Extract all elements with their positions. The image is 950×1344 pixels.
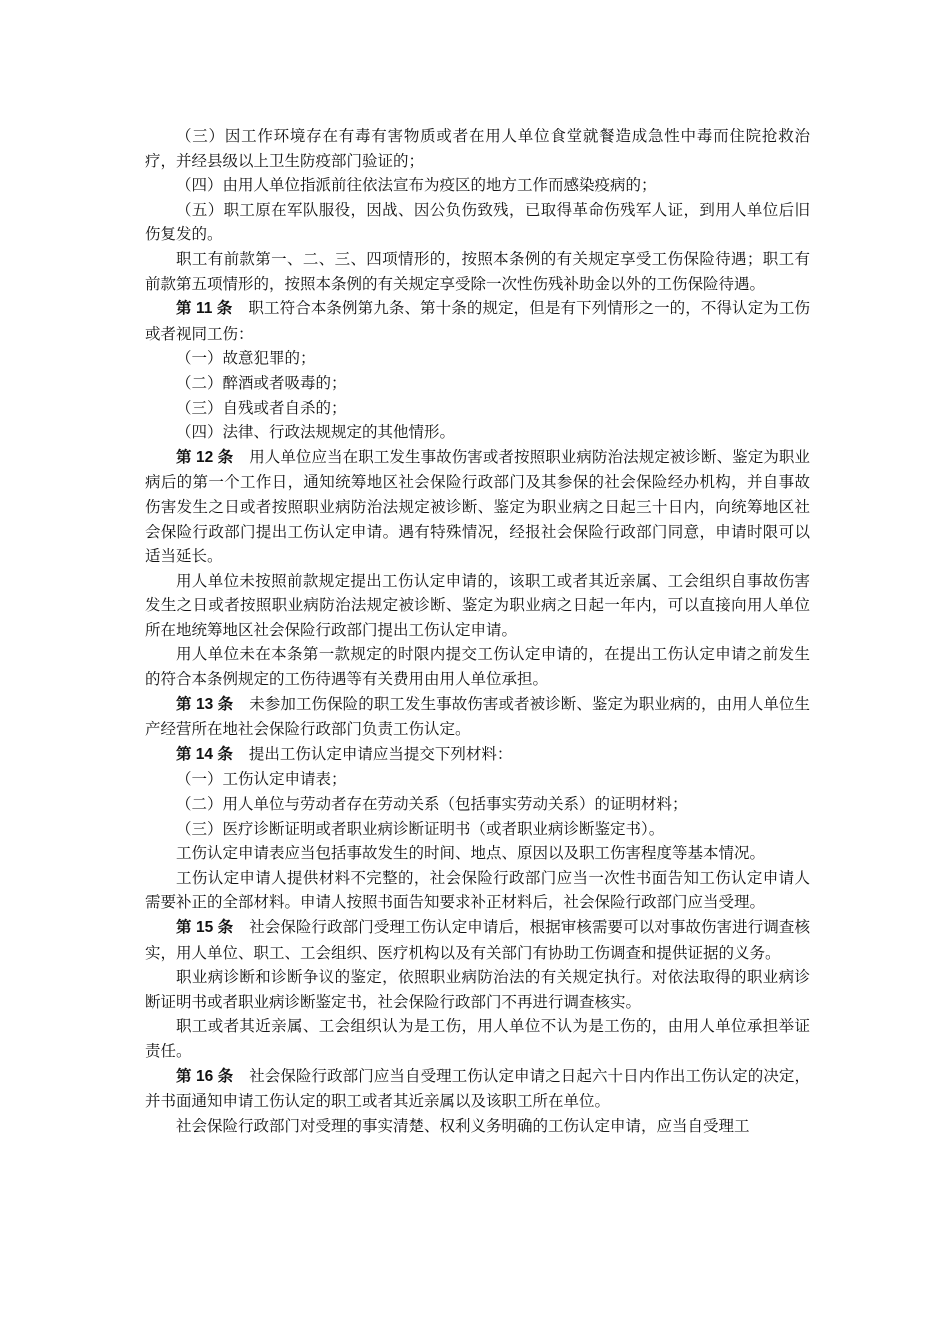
paragraph-text: 职工符合本条例第九条、第十条的规定，但是有下列情形之一的，不得认定为工伤或者视同工伤：: [145, 299, 811, 343]
paragraph: [145, 247, 810, 296]
paragraph-text: 社会保险行政部门受理工伤认定申请后，根据审核需要可以对事故伤害进行调查核实，用人单位、职工、工会组织、医疗机构以及有关部门有协助工伤调查和提供证据的义务。: [145, 918, 810, 962]
paragraph: [145, 371, 810, 396]
paragraph: [145, 420, 810, 445]
paragraph: [145, 642, 810, 691]
paragraph-text: 社会保险行政部门对受理的事实清楚、权利义务明确的工伤认定申请，应当自受理工: [176, 1116, 750, 1135]
article-paragraph: [145, 296, 810, 346]
paragraph-text: 工伤认定申请表应当包括事故发生的时间、地点、原因以及职工伤害程度等基本情况。: [176, 844, 766, 863]
paragraph-text: 职工有前款第一、二、三、四项情形的，按照本条例的有关规定享受工伤保险待遇；职工有前款第五项情形的，按照本条例的有关规定享受除一次性伤残补助金以外的工伤保险待遇。: [145, 249, 810, 293]
paragraph-text: （三）因工作环境存在有毒有害物质或者在用人单位食堂就餐造成急性中毒而住院抢救治疗，并经县级以上卫生防疫部门验证的；: [145, 127, 810, 170]
paragraph-text: （三）自残或者自杀的；: [176, 398, 347, 417]
paragraph-text: （一）工伤认定申请表；: [176, 770, 347, 789]
document-page: [145, 124, 810, 1138]
article-number: 第 13 条: [176, 695, 234, 713]
article-number: 第 16 条: [176, 1067, 234, 1085]
paragraph-text: 用人单位未在本条第一款规定的时限内提交工伤认定申请的，在提出工伤认定申请之前发生的符合本条例规定的工伤待遇等有关费用由用人单位承担。: [145, 645, 810, 689]
paragraph-text: 职业病诊断和诊断争议的鉴定，依照职业病防治法的有关规定执行。对依法取得的职业病诊断证明书或者职业病诊断鉴定书，社会保险行政部门不再进行调查核实。: [145, 968, 810, 1011]
paragraph: [145, 396, 810, 421]
paragraph: [145, 866, 810, 915]
paragraph: [145, 841, 810, 866]
article-number: 第 15 条: [176, 919, 234, 936]
article-paragraph: [145, 742, 810, 768]
paragraph-text: 用人单位应当在职工发生事故伤害或者按照职业病防治法规定被诊断、鉴定为职业病后的第一个工作日，通知统筹地区社会保险行政部门及其参保的社会保险经办机构，并自事故伤害发生之日或者按照职业病防治法规定被诊断、鉴定为职业病之日起三十日内，向统筹地区社会保险行政部门提出工伤认定申请。遇有特殊情况，经报社会保险行政部门同意，申请时限可以适当延长。: [145, 447, 810, 566]
paragraph-text: （四）由用人单位指派前往依法宣布为疫区的地方工作而感染疫病的；: [176, 176, 657, 195]
paragraph: [145, 346, 810, 371]
paragraph: [145, 792, 810, 817]
article-number: 第 12 条: [176, 448, 234, 466]
paragraph: [145, 569, 810, 643]
article-paragraph: [145, 915, 810, 965]
paragraph: [145, 1114, 810, 1139]
article-number: 第 14 条: [176, 745, 233, 763]
article-paragraph: [145, 445, 810, 569]
paragraph: [145, 198, 810, 247]
paragraph-text: （二）用人单位与劳动者存在劳动关系（包括事实劳动关系）的证明材料；: [176, 795, 688, 814]
paragraph-text: 工伤认定申请人提供材料不完整的，社会保险行政部门应当一次性书面告知工伤认定申请人需要补正的全部材料。申请人按照书面告知要求补正材料后，社会保险行政部门应当受理。: [145, 868, 810, 912]
paragraph-text: （四）法律、行政法规规定的其他情形。: [176, 423, 456, 442]
article-paragraph: [145, 692, 810, 742]
paragraph-text: 社会保险行政部门应当自受理工伤认定申请之日起六十日内作出工伤认定的决定，并书面通知申请工伤认定的职工或者其近亲属以及该职工所在单位。: [145, 1066, 810, 1111]
paragraph: [145, 767, 810, 792]
paragraph: [145, 817, 810, 842]
paragraph-text: 用人单位未按照前款规定提出工伤认定申请的，该职工或者其近亲属、工会组织自事故伤害发生之日或者按照职业病防治法规定被诊断、鉴定为职业病之日起一年内，可以直接向用人单位所在地统筹地区社会保险行政部门提出工伤认定申请。: [145, 571, 810, 639]
paragraph-text: （三）医疗诊断证明或者职业病诊断证明书（或者职业病诊断鉴定书）。: [176, 819, 665, 838]
paragraph: [145, 173, 810, 198]
paragraph-text: 提出工伤认定申请应当提交下列材料：: [248, 744, 513, 763]
article-paragraph: [145, 1064, 810, 1114]
paragraph-text: （二）醉酒或者吸毒的；: [176, 373, 347, 392]
paragraph: [145, 965, 810, 1014]
paragraph-text: 未参加工伤保险的职工发生事故伤害或者被诊断、鉴定为职业病的，由用人单位生产经营所在地社会保险行政部门负责工伤认定。: [145, 694, 810, 739]
paragraph-text: 职工或者其近亲属、工会组织认为是工伤，用人单位不认为是工伤的，由用人单位承担举证责任。: [145, 1017, 810, 1060]
article-number: 第 11 条: [176, 300, 233, 318]
paragraph: [145, 124, 810, 173]
paragraph-text: （五）职工原在军队服役，因战、因公负伤致残，已取得革命伤残军人证，到用人单位后旧伤复发的。: [145, 200, 810, 244]
paragraph-text: （一）故意犯罪的；: [176, 349, 316, 368]
paragraph: [145, 1014, 810, 1063]
